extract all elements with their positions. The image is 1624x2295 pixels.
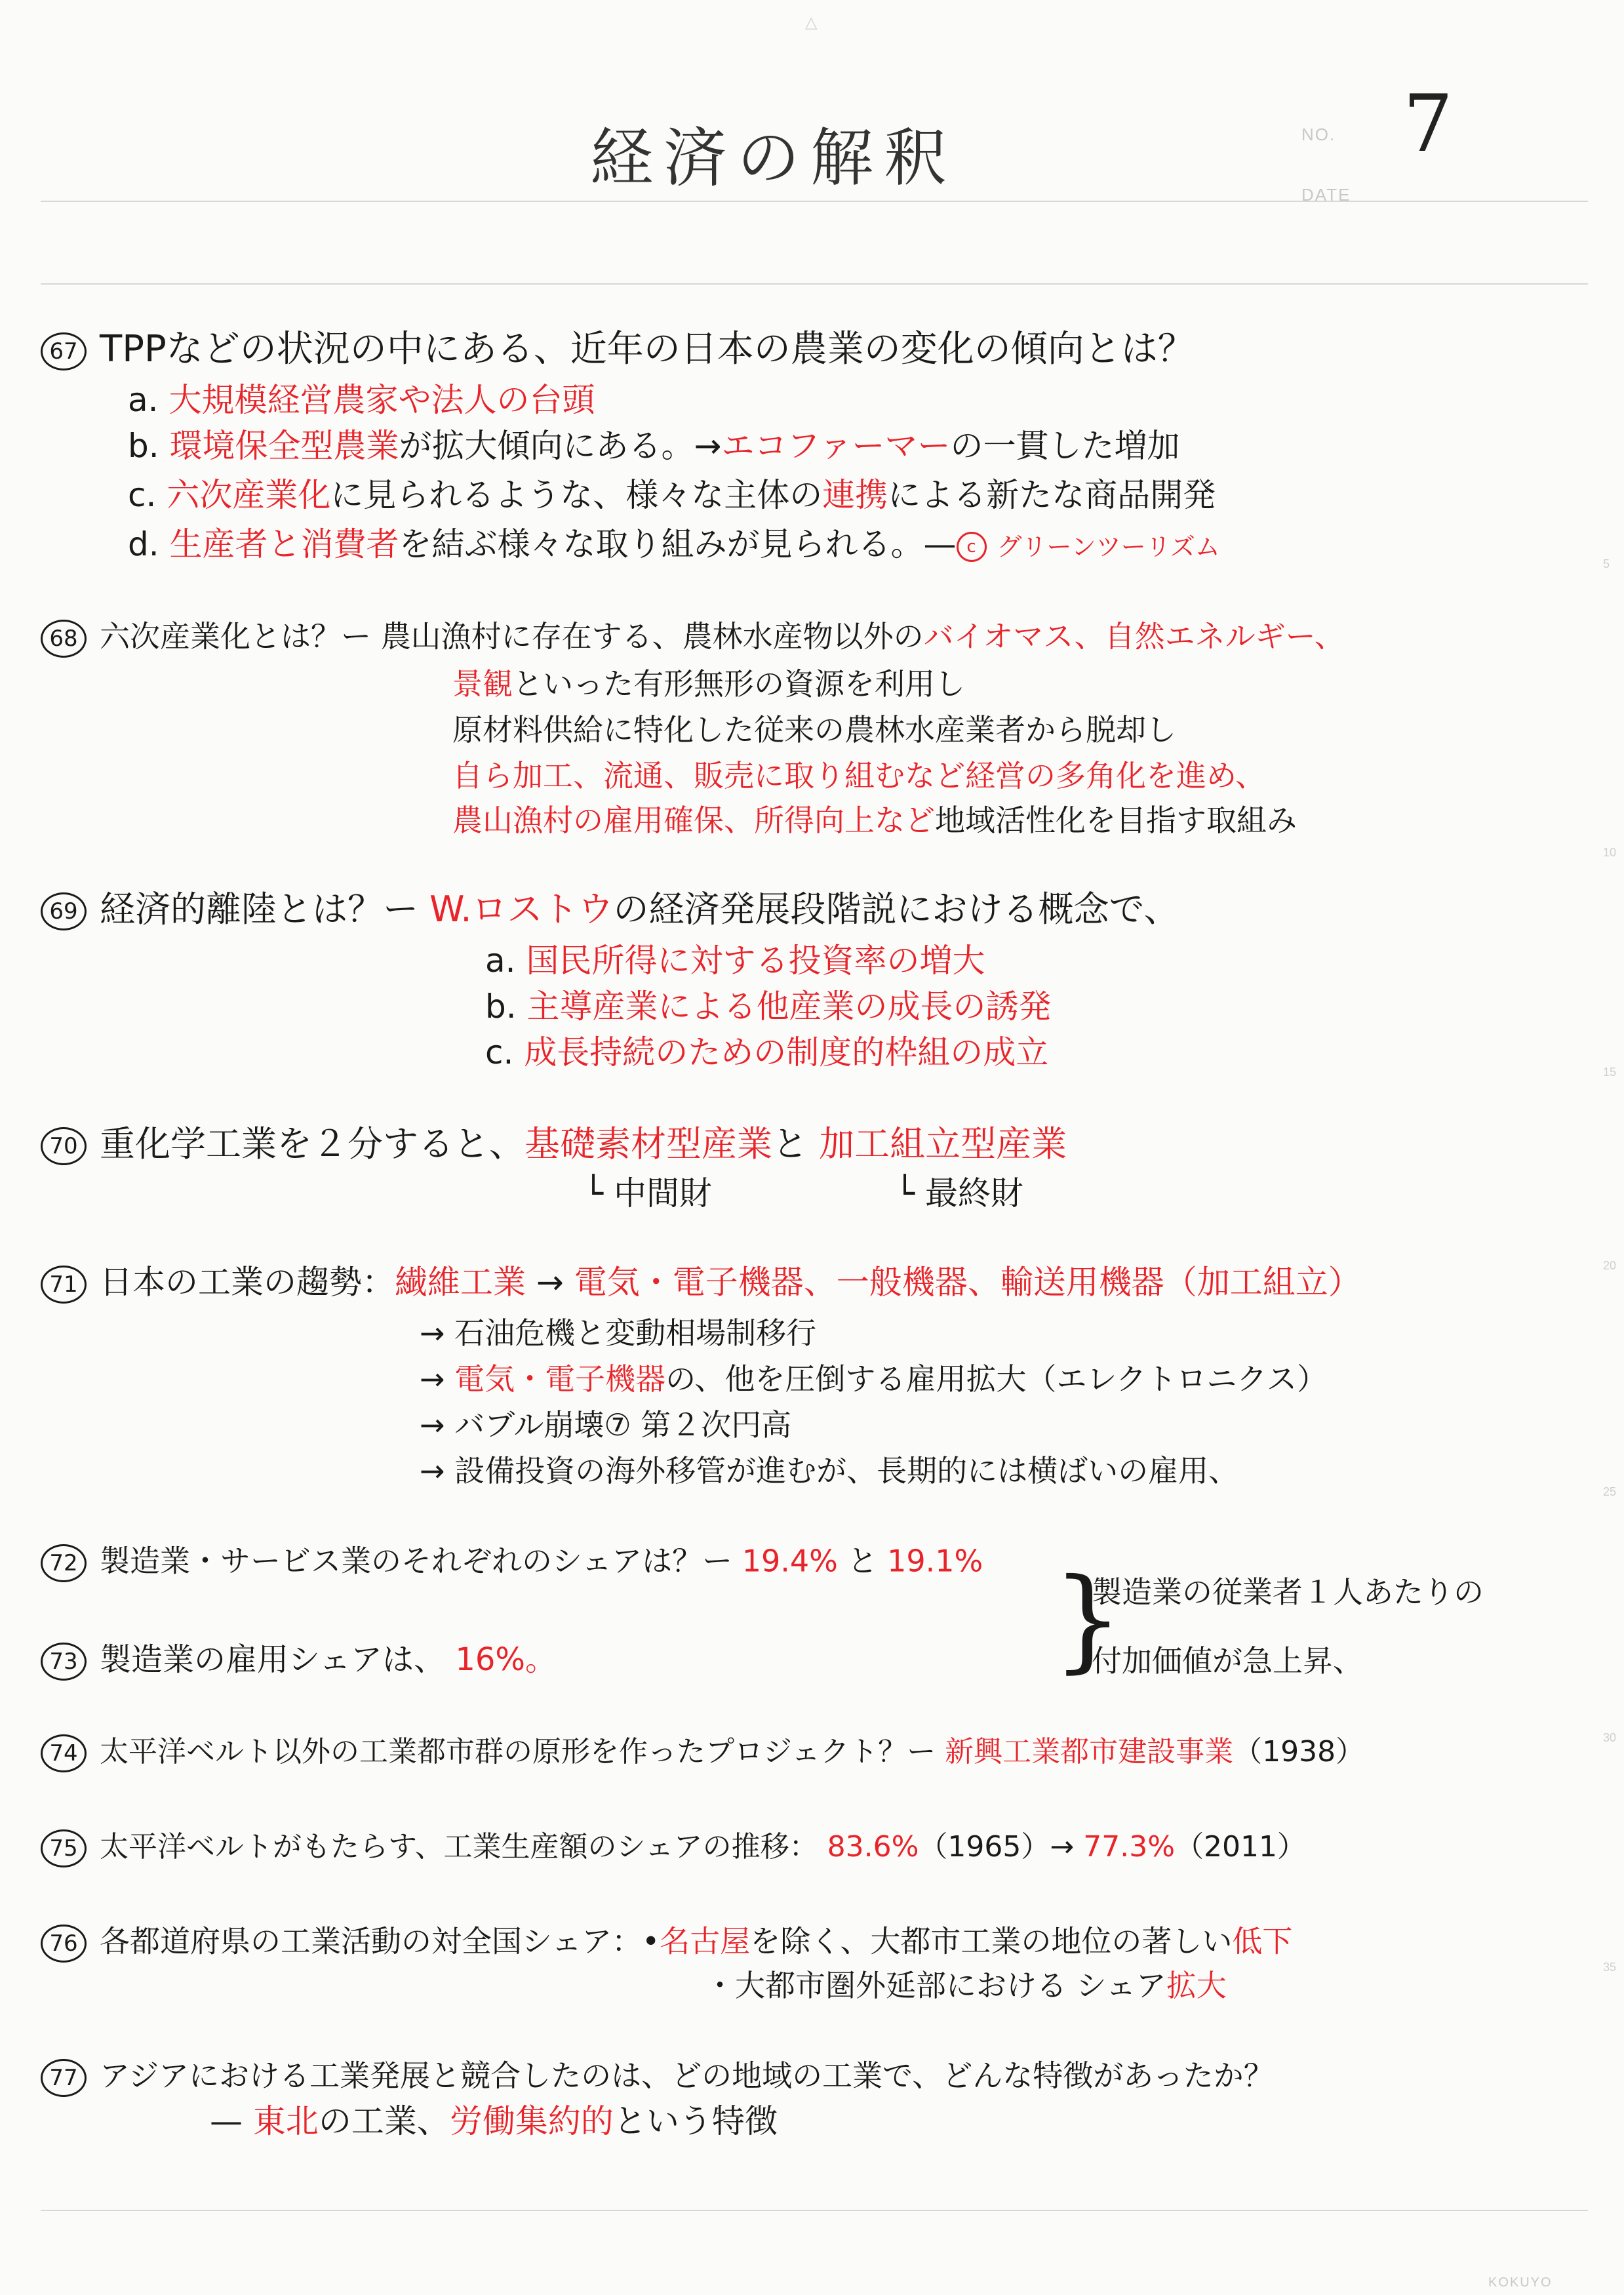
q67-a-answer: 大規模経営農家や法人の台頭 [168,381,595,419]
q71-answer-3: 電気・電子機器 [454,1361,666,1397]
q75-answer-1: 83.6% [827,1830,919,1864]
margin-mark: 35 [1603,1961,1617,1974]
question-number-70: 70 [41,1127,87,1165]
q74-year: （1938） [1233,1735,1365,1768]
margin-mark: 30 [1603,1731,1617,1744]
q67-c-label: c. [128,476,157,514]
q67-d-answer2: グリーンツーリズム [997,532,1220,561]
q69-c-answer: 成長持続のための制度的枠組の成立 [524,1033,1049,1071]
q68-answer-1: バイオマス、自然エネルギー、 [923,618,1345,654]
q67-c-answer2: 連携 [822,476,888,514]
q75-year-2: （2011） [1175,1830,1306,1864]
q75-line [41,1829,1306,1867]
brand-logo-text: KOKUYO [1488,2275,1553,2290]
arrow-icon: → [420,1361,445,1397]
q71-answer-1: 繊維工業 [395,1263,526,1302]
q71-line-3 [420,1361,1327,1397]
q72-line [41,1544,983,1582]
q70-answer-1: 基礎素材型産業 [525,1123,772,1165]
q67-question: TPPなどの状況の中にある、近年の日本の農業の変化の傾向とは？ [100,328,1195,370]
q72-mid: と [847,1543,878,1579]
q68-text-2: といった有形無形の資源を利用し [513,666,965,702]
q67-a-line [128,381,595,419]
q71-line-5: → 設備投資の海外移管が進むが、長期的には横ばいの雇用、 [420,1453,1239,1488]
ruled-line [41,283,1588,285]
q75-year-1: （1965）→ [919,1830,1075,1864]
q67-c-end: による新たな商品開発 [888,476,1216,514]
q67-b-label: b. [128,427,159,465]
q72-answer-2: 19.1% [887,1543,983,1579]
margin-mark: 5 [1603,557,1610,570]
bullet-icon: • [642,1923,660,1959]
q77-line-2 [210,2102,778,2140]
q67-a-label: a. [128,381,159,419]
question-number-68: 68 [41,620,87,658]
page-date-label: DATE [1301,185,1351,205]
q71-text-3: の、他を圧倒する雇用拡大（エレクトロニクス） [665,1361,1327,1397]
q67-d-answer: 生産者と消費者 [169,525,399,563]
question-number-77: 77 [41,2059,87,2097]
page-title: 経済の解釈 [590,121,957,195]
q75-question: 太平洋ベルトがもたらす、工業生産額のシェアの推移： [100,1830,818,1864]
brace-mark: } [1052,1555,1124,1685]
q68-line-4: 自ら加工、流通、販売に取り組むなど経営の多角化を進め、 [452,758,1266,793]
q77-mid: の工業、 [318,2102,450,2140]
q76-answer-2: 低下 [1232,1923,1293,1959]
q67-c-line [128,476,1216,514]
dash-mark: — [210,2102,243,2140]
question-number-71: 71 [41,1266,87,1304]
q77-question: アジアにおける工業発展と競合したのは、どの地域の工業で、どんな特徴があったか？ [100,2058,1274,2094]
q67-b-answer: 環境保全型農業 [169,427,399,465]
q77-answer-1: 東北 [252,2102,319,2140]
top-mark: △ [805,13,818,31]
q72-answer-1: 19.4% [742,1543,838,1579]
q67-b-text: が拡大傾向にある。→ [399,427,722,465]
page-number: 7 [1403,79,1454,170]
brace-note-line-1: 製造業の従業者１人あたりの [1092,1574,1484,1610]
q70-mid: と [772,1123,808,1165]
question-number-72: 72 [41,1544,87,1582]
q69-b-line [485,988,1052,1026]
q69-b-answer: 主導産業による他産業の成長の誘発 [526,988,1052,1026]
q76-line-1 [41,1925,1292,1963]
q69-question: 経済的離陸とは？ー [100,888,418,930]
q69-a-line [485,942,985,980]
q73-answer: 16%。 [455,1641,557,1678]
margin-mark: 10 [1603,846,1617,859]
q76-question: 各都道府県の工業活動の対全国シェア： [100,1923,643,1959]
q71-line-2: → 石油危機と変動相場制移行 [420,1315,817,1351]
q68-line-5 [452,803,1297,838]
question-number-74: 74 [41,1734,87,1772]
q69-text: の経済発展段階説における概念で、 [613,888,1179,930]
q70-sub-2: └ 最終財 [895,1174,1023,1212]
q69-line-1 [41,888,1179,930]
page-no-label: NO. [1301,125,1336,144]
q77-line-1 [41,2059,1274,2097]
q67-b-line [128,427,1180,465]
q69-b-label: b. [485,988,517,1026]
q71-line-4: → バブル崩壊⑦ 第２次円高 [420,1407,792,1443]
q73-question: 製造業の雇用シェアは、 [100,1641,446,1678]
q71-text: 日本の工業の趨勢： [100,1263,395,1302]
q67-b-answer2: エコファーマー [721,427,951,465]
q67-d-text: を結ぶ様々な取り組みが見られる。— [399,525,957,563]
q68-line-1 [41,620,1345,658]
q69-answer: W.ロストウ [429,888,614,930]
brace-note-line-2: 付加価値が急上昇、 [1092,1643,1363,1679]
q68-line-3: 原材料供給に特化した従来の農林水産業者から脱却し [452,712,1176,748]
margin-mark: 20 [1603,1259,1617,1272]
q70-line [41,1123,1067,1165]
q72-question: 製造業・サービス業のそれぞれのシェアは？ー [100,1543,733,1579]
margin-mark: 25 [1603,1485,1617,1498]
circled-c-mark: c [957,532,987,562]
q67-d-line [128,525,1220,563]
ruled-line [41,201,1588,202]
q69-c-label: c. [485,1033,514,1071]
question-number-69: 69 [41,892,87,930]
q70-sub-1: └ 中間財 [584,1174,712,1212]
q74-question: 太平洋ベルト以外の工業都市群の原形を作ったプロジェクト？ー [100,1735,936,1768]
q74-line [41,1734,1364,1772]
q76-line-2 [705,1970,1227,2001]
q77-end: という特徴 [613,2102,778,2140]
q70-answer-2: 加工組立型産業 [819,1123,1067,1165]
question-number-75: 75 [41,1829,87,1867]
q68-line-2 [452,666,965,702]
q67-question-line [41,328,1195,370]
q70-text: 重化学工業を２分すると、 [100,1123,525,1165]
q68-text-5: 地域活性化を目指す取組み [935,803,1297,838]
q69-c-line [485,1033,1049,1071]
q76-text-2: ・大都市圏外延部における シェア [705,1968,1166,2003]
q71-line-1 [41,1263,1361,1304]
q67-c-text: に見られるような、様々な主体の [330,476,823,514]
arrow-icon: → [536,1263,564,1302]
q68-lead: 六次産業化とは？ー 農山漁村に存在する、農林水産物以外の [100,618,924,654]
q67-b-end: の一貫した増加 [950,427,1180,465]
q75-answer-2: 77.3% [1083,1830,1176,1864]
q71-answer-2: 電気・電子機器、一般機器、輸送用機器（加工組立） [574,1263,1361,1302]
q67-c-answer: 六次産業化 [167,476,331,514]
q77-answer-2: 労働集約的 [449,2102,614,2140]
q76-answer-3: 拡大 [1166,1968,1227,2003]
q67-d-label: d. [128,525,159,563]
question-number-73: 73 [41,1643,87,1681]
ruled-line [41,2210,1588,2211]
q74-answer: 新興工業都市建設事業 [945,1735,1234,1768]
q68-answer-5: 農山漁村の雇用確保、所得向上など [452,803,935,838]
q68-answer-2: 景観 [452,666,513,702]
q69-a-answer: 国民所得に対する投資率の増大 [526,942,985,980]
question-number-67: 67 [41,332,87,370]
q69-a-label: a. [485,942,516,980]
q76-text-1: を除く、大都市工業の地位の著しい [750,1923,1233,1959]
question-number-76: 76 [41,1925,87,1963]
q76-answer-1: 名古屋 [660,1923,751,1959]
q73-line [41,1643,557,1681]
margin-mark: 15 [1603,1066,1617,1079]
